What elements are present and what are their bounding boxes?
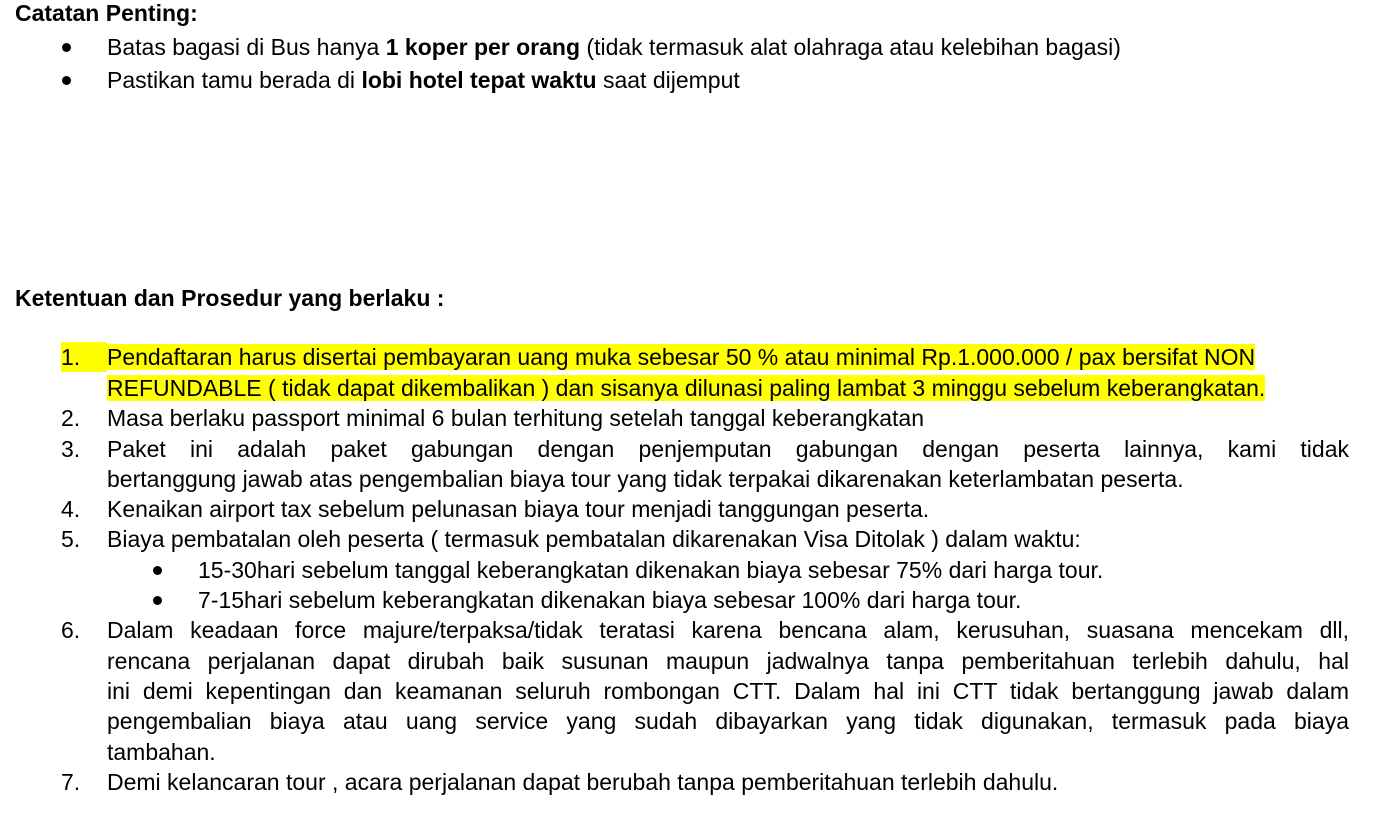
bullet-icon: [153, 566, 162, 575]
item-text-line: Masa berlaku passport minimal 6 bulan terhitung setelah tanggal keberangkatan: [107, 405, 925, 431]
note-text: Pastikan tamu berada di lobi hotel tepat waktu saat dijemput: [107, 67, 740, 93]
item-text-line: rencana perjalanan dapat dirubah baik susunan maupun jadwalnya tanpa pemberitahuan terlebih dahulu, hal: [107, 648, 1349, 674]
item-text-line: pengembalian biaya atau uang service yang sudah dibayarkan yang tidak digunakan, termasuk pada biaya: [107, 708, 1349, 734]
item-number: 3.: [61, 436, 81, 462]
item-text-line: tambahan.: [107, 739, 216, 765]
item-text-line: bertanggung jawab atas pengembalian biaya tour yang tidak terpakai dikarenakan keterlambatan peserta.: [107, 466, 1184, 492]
sub-bullet-text: 7-15hari sebelum keberangkatan dikenakan biaya sebesar 100% dari harga tour.: [198, 587, 1022, 613]
item-text-line: Demi kelancaran tour , acara perjalanan dapat berubah tanpa pemberitahuan terlebih dahulu.: [107, 769, 1059, 795]
item-text-line: ini demi kepentingan dan keamanan seluruh rombongan CTT. Dalam hal ini CTT tidak bertanggung jawab dalam: [107, 678, 1349, 704]
item-text-line: REFUNDABLE ( tidak dapat dikembalikan ) dan sisanya dilunasi paling lambat 3 minggu sebelum keberangkatan.: [107, 375, 1266, 401]
item-text-line: Dalam keadaan force majure/terpaksa/tidak teratasi karena bencana alam, kerusuhan, suasana mencekam dll,: [107, 617, 1349, 643]
item-number: 7.: [61, 769, 81, 795]
bullet-icon: [62, 43, 71, 52]
item-text-line: Kenaikan airport tax sebelum pelunasan biaya tour menjadi tanggungan peserta.: [107, 496, 930, 522]
item-number: 2.: [61, 405, 81, 431]
sub-bullet-text: 15-30hari sebelum tanggal keberangkatan dikenakan biaya sebesar 75% dari harga tour.: [198, 557, 1104, 583]
item-number: 5.: [61, 526, 81, 552]
notes-heading: Catatan Penting:: [15, 0, 198, 26]
note-text: Batas bagasi di Bus hanya 1 koper per orang (tidak termasuk alat olahraga atau kelebihan bagasi): [107, 34, 1121, 60]
item-number: 4.: [61, 496, 81, 522]
item-text-line: Pendaftaran harus disertai pembayaran uang muka sebesar 50 % atau minimal Rp.1.000.000 / pax bersifat NON: [107, 344, 1256, 370]
bullet-icon: [62, 76, 71, 85]
item-text-line: Paket ini adalah paket gabungan dengan penjemputan gabungan dengan peserta lainnya, kami tidak: [107, 436, 1349, 462]
bullet-icon: [153, 596, 162, 605]
item-text-line: Biaya pembatalan oleh peserta ( termasuk pembatalan dikarenakan Visa Ditolak ) dalam waktu:: [107, 526, 1081, 552]
terms-heading: Ketentuan dan Prosedur yang berlaku :: [15, 285, 445, 311]
item-number: 6.: [61, 617, 81, 643]
item-number: 1.: [61, 342, 107, 372]
